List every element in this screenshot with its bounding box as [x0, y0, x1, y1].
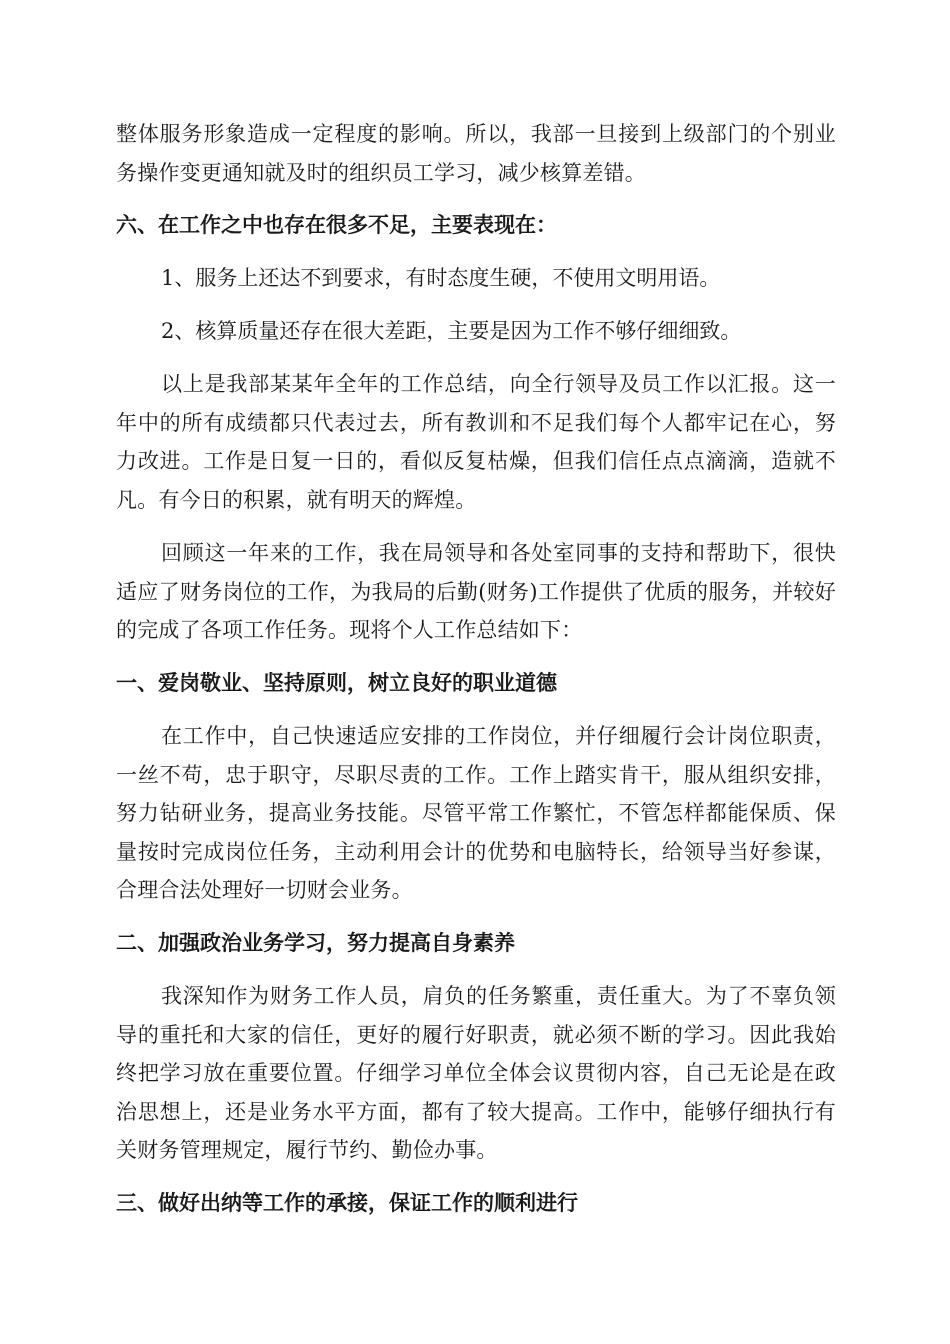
paragraph-review: 回顾这一年来的工作，我在局领导和各处室同事的支持和帮助下，很快适应了财务岗位的工作，为我局的后勤(财务)工作提供了优质的服务，并较好的完成了各项工作任务。现将个人工作总结如下： [116, 541, 836, 642]
heading-section-two: 二、加强政治业务学习，努力提高自身素养 [116, 931, 515, 955]
paragraph-dedication: 在工作中，自己快速适应安排的工作岗位，并仔细履行会计岗位职责，一丝不苟，忠于职守，尽职尽责的工作。工作上踏实肯干，服从组织安排，努力钻研业务，提高业务技能。尽管平常工作繁忙，不管怎样都能保质、保量按时完成岗位任务，主动利用会计的优势和电脑特长，给领导当好参谋，合理合法处理好一切财会业务。 [116, 724, 836, 902]
heading-section-one: 一、爱岗敬业、坚持原则，树立良好的职业道德 [116, 671, 557, 695]
paragraph-study: 我深知作为财务工作人员，肩负的任务繁重，责任重大。为了不辜负领导的重托和大家的信任，更好的履行好职责，就必须不断的学习。因此我始终把学习放在重要位置。仔细学习单位全体会议贯彻内容，自己无论是在政治思想上，还是业务水平方面，都有了较大提高。工作中，能够仔细执行有关财务管理规定，履行节约、勤俭办事。 [116, 984, 836, 1162]
paragraph-service-impact: 整体服务形象造成一定程度的影响。所以，我部一旦接到上级部门的个别业务操作变更通知就及时的组织员工学习，减少核算差错。 [116, 122, 836, 185]
heading-section-three: 三、做好出纳等工作的承接，保证工作的顺利进行 [116, 1191, 578, 1215]
heading-shortcomings: 六、在工作之中也存在很多不足，主要表现在： [116, 213, 557, 237]
paragraph-annual-summary: 以上是我部某某年全年的工作总结，向全行领导及员工作以汇报。这一年中的所有成绩都只代表过去，所有教训和不足我们每个人都牢记在心，努力改进。工作是日复一日的，看似反复枯燥，但我们信任点点滴滴，造就不凡。有今日的积累，就有明天的辉煌。 [116, 372, 836, 512]
list-item-accounting-quality: 2、核算质量还存在很大差距，主要是因为工作不够仔细细致。 [161, 319, 742, 343]
list-item-service: 1、服务上还达不到要求，有时态度生硬，不使用文明用语。 [161, 266, 721, 290]
